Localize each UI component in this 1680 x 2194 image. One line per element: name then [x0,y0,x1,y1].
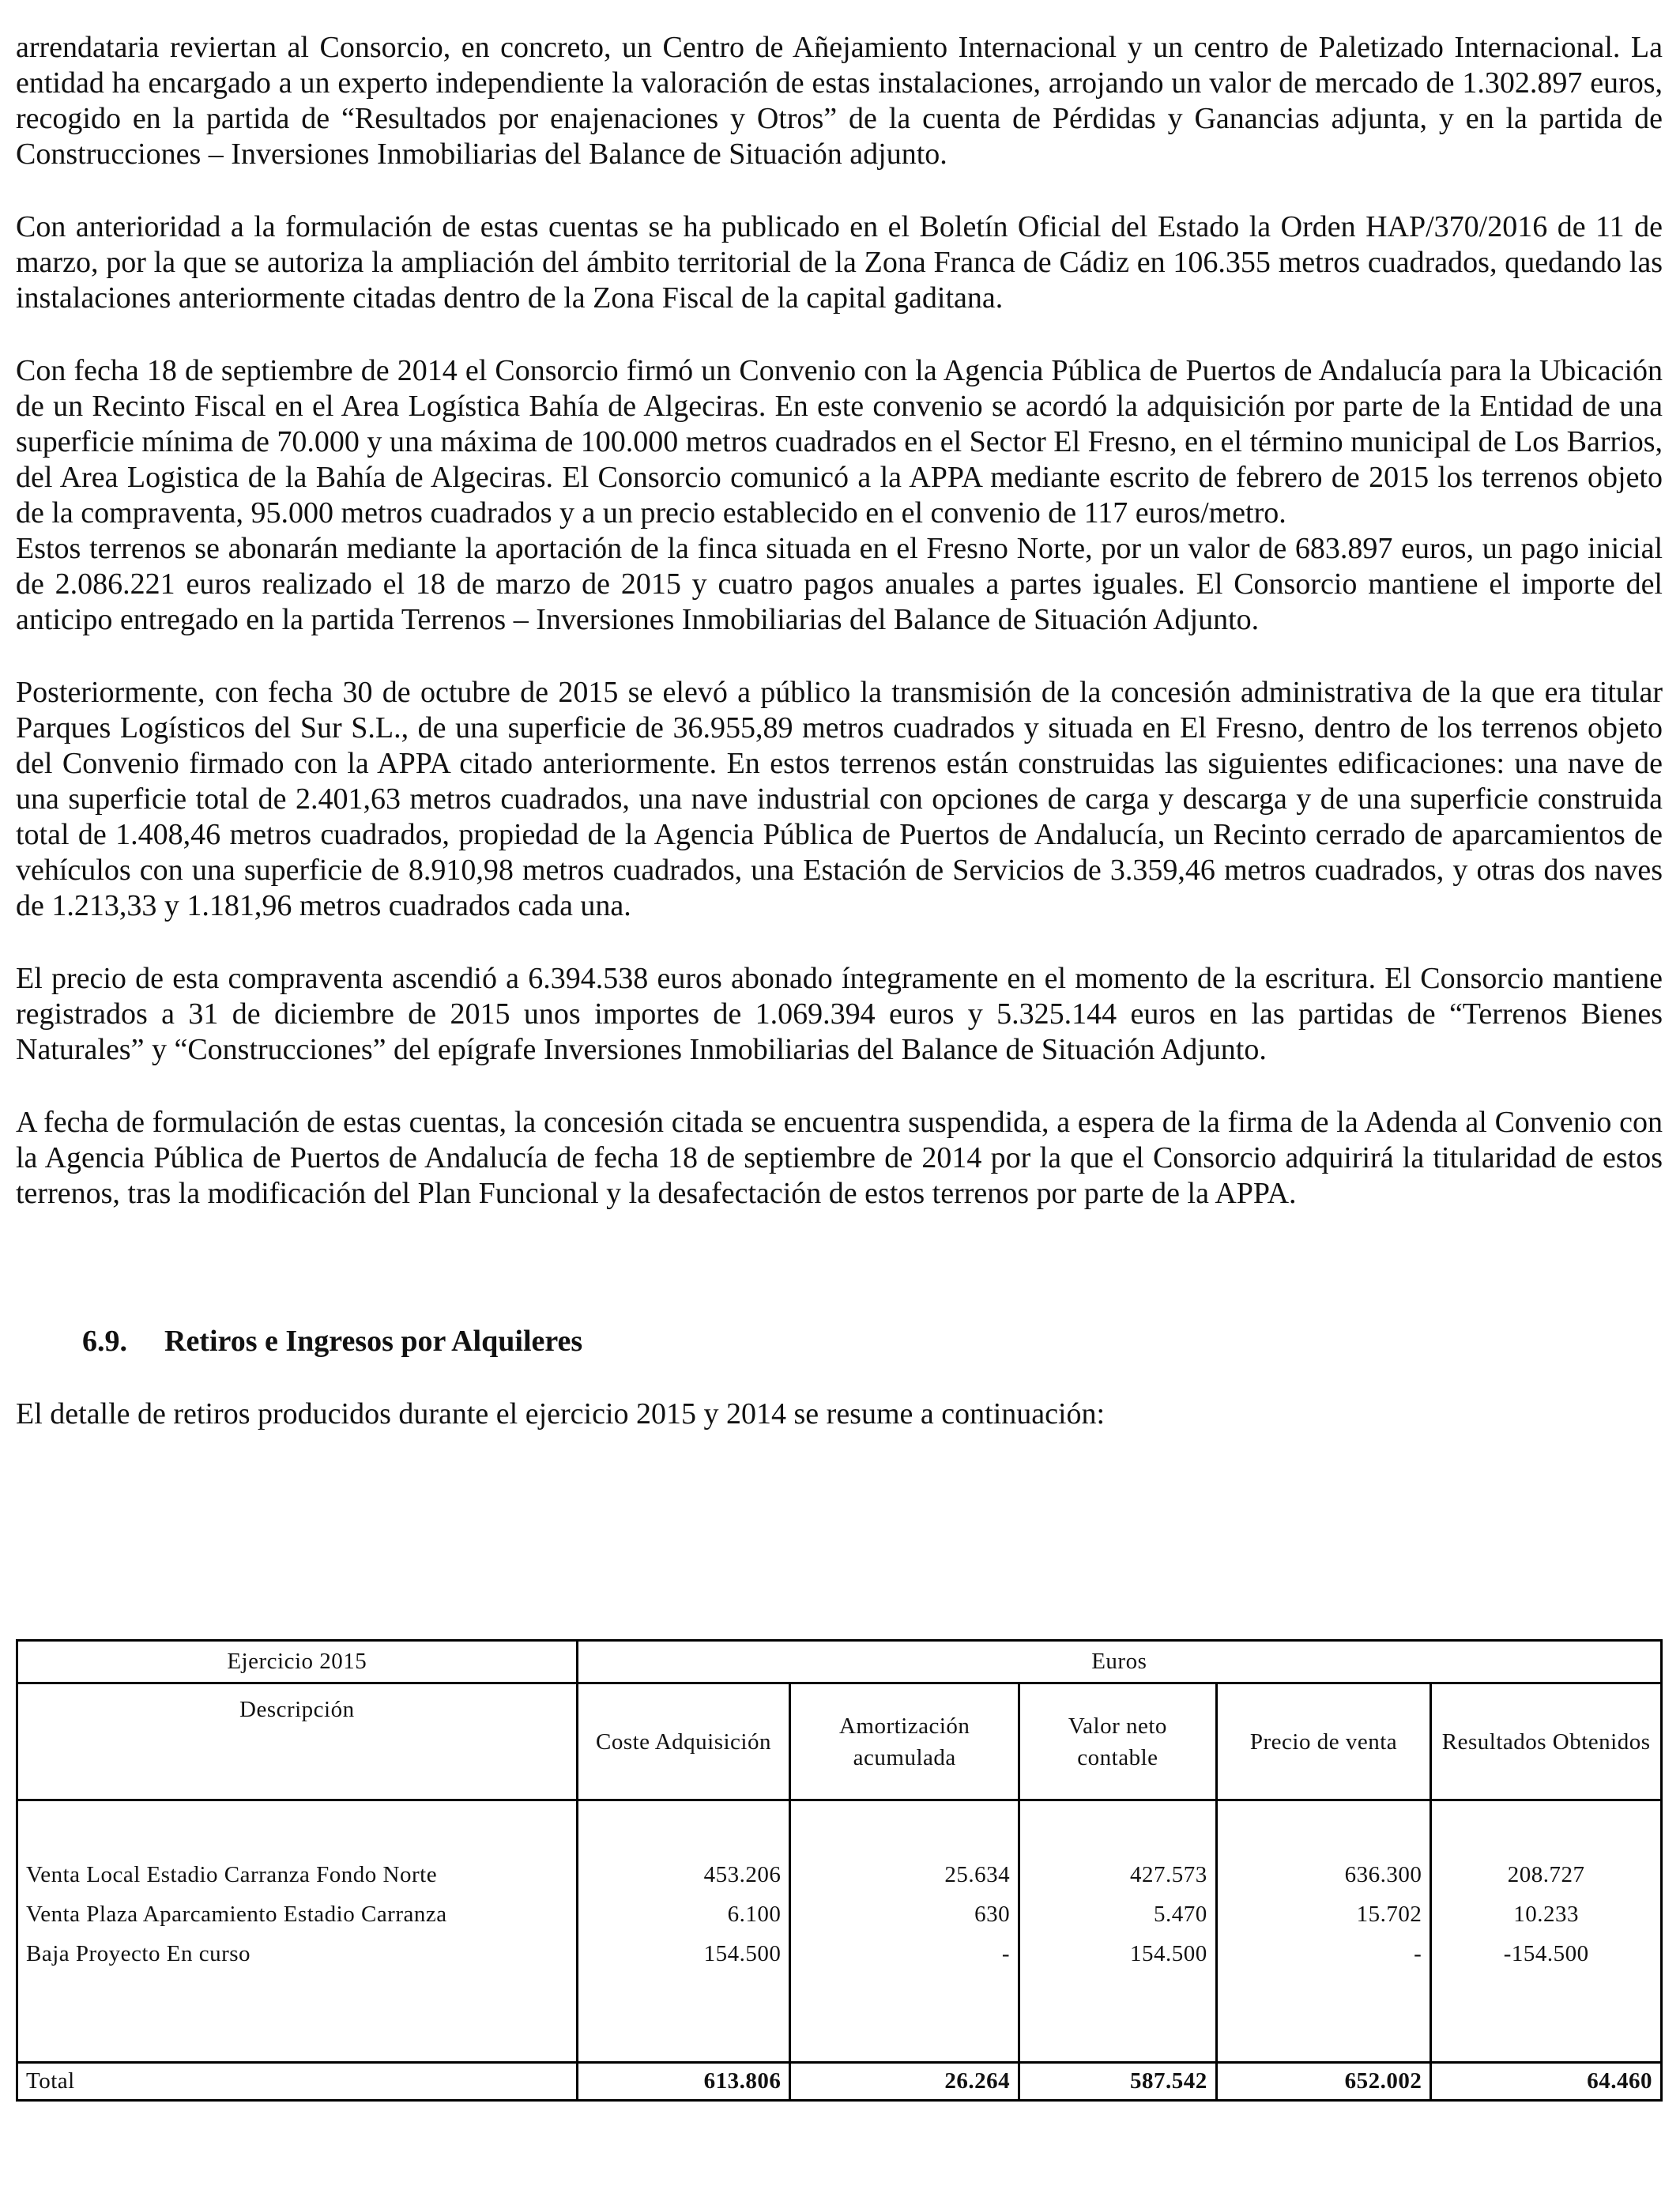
col-header: Resultados Obtenidos [1431,1683,1662,1800]
cell-coste: 154.500 [577,1935,790,1974]
section-heading [16,1324,1663,1359]
cell-amortizacion: - [790,1935,1019,1974]
total-row [17,2063,1662,2101]
period-label: Ejercicio 2015 [17,1641,578,1683]
cell-resultados: -154.500 [1431,1935,1662,1974]
total-coste: 613.806 [577,2063,790,2101]
paragraph: A fecha de formulación de estas cuentas, la concesión citada se encuentra suspendida, a espera de la firma de la Adenda al Convenio con la Agencia Pública de Puertos de Andalucía de fecha 18 de septiembre de 2014 por la que el Consorcio adquirirá la titularidad de estos terrenos, tras la modificación del Plan Funcional y la desafectación de estos terrenos por parte de la APPA. [16,1106,1663,1210]
cell-amortizacion: 25.634 [790,1856,1019,1895]
paragraph: El precio de esta compraventa ascendió a 6.394.538 euros abonado íntegramente en el momento de la escritura. El Consorcio mantiene registrados a 31 de diciembre de 2015 unos importes de 1.069.394 euros y 5.325.144 euros en las partidas de “Terrenos Bienes Naturales” y “Construcciones” del epígrafe Inversiones Inmobiliarias del Balance de Situación Adjunto. [16,962,1663,1066]
cell-resultados: 10.233 [1431,1895,1662,1935]
cell-precio-venta: 636.300 [1216,1856,1431,1895]
cell-valor-neto: 427.573 [1019,1856,1217,1895]
col-header: Precio de venta [1216,1683,1431,1800]
col-header: Coste Adquisición [577,1683,790,1800]
section-number: 6.9. [82,1325,127,1358]
paragraph: Estos terrenos se abonarán mediante la aportación de la finca situada en el Fresno Norte, por un valor de 683.897 euros, un pago inicial de 2.086.221 euros realizado el 18 de marzo de 2015 y cuatro pagos anuales a partes iguales. El Consorcio mantiene el importe del anticipo entregado en la partida Terrenos – Inversiones Inmobiliarias del Balance de Situación Adjunto. [16,532,1663,636]
table-row [17,1935,1662,1974]
total-label: Total [17,2063,578,2101]
table-row [17,1895,1662,1935]
paragraph: arrendataria reviertan al Consorcio, en concreto, un Centro de Añejamiento Internacional y un centro de Paletizado Internacional. La entidad ha encargado a un experto independiente la valoración de estas instalaciones, arrojando un valor de mercado de 1.302.897 euros, recogido en la partida de “Resultados por enajenaciones y Otros” de la cuenta de Pérdidas y Ganancias adjunta, y en la partida de Construcciones – Inversiones Inmobiliarias del Balance de Situación adjunto. [16,31,1663,171]
paragraph: Con fecha 18 de septiembre de 2014 el Consorcio firmó un Convenio con la Agencia Pública de Puertos de Andalucía para la Ubicación de un Recinto Fiscal en el Area Logística Bahía de Algeciras. En este convenio se acordó la adquisición por parte de la Entidad de una superficie mínima de 70.000 y una máxima de 100.000 metros cuadrados en el Sector El Fresno, en el término municipal de Los Barrios, del Area Logistica de la Bahía de Algeciras. El Consorcio comunicó a la APPA mediante escrito de febrero de 2015 los terrenos objeto de la compraventa, 95.000 metros cuadrados y a un precio establecido en el convenio de 117 euros/metro. [16,354,1663,530]
cell-coste: 453.206 [577,1856,790,1895]
total-precio-venta: 652.002 [1216,2063,1431,2101]
desc-header: Descripción [17,1683,578,1800]
total-resultados: 64.460 [1431,2063,1662,2101]
table-row [17,1856,1662,1895]
total-valor-neto: 587.542 [1019,2063,1217,2101]
cell-amortizacion: 630 [790,1895,1019,1935]
paragraph: Con anterioridad a la formulación de estas cuentas se ha publicado en el Boletín Oficial del Estado la Orden HAP/370/2016 de 11 de marzo, por la que se autoriza la ampliación del ámbito territorial de la Zona Franca de Cádiz en 106.355 metros cuadrados, quedando las instalaciones anteriormente citadas dentro de la Zona Fiscal de la capital gaditana. [16,210,1663,315]
cell-resultados: 208.727 [1431,1856,1662,1895]
row-description: Venta Plaza Aparcamiento Estadio Carranza [17,1895,578,1935]
cell-coste: 6.100 [577,1895,790,1935]
row-description: Baja Proyecto En curso [17,1935,578,1974]
table-intro: El detalle de retiros producidos durante el ejercicio 2015 y 2014 se resume a continuación: [16,1397,1106,1431]
col-header: Amortización acumulada [790,1683,1019,1800]
total-amortizacion: 26.264 [790,2063,1019,2101]
section-title: Retiros e Ingresos por Alquileres [164,1325,583,1358]
currency-label: Euros [577,1641,1661,1683]
cell-precio-venta: - [1216,1935,1431,1974]
cell-precio-venta: 15.702 [1216,1895,1431,1935]
document-body [16,30,1663,1432]
col-header: Valor neto contable [1019,1683,1217,1800]
cell-valor-neto: 154.500 [1019,1935,1217,1974]
row-description: Venta Local Estadio Carranza Fondo Norte [17,1856,578,1895]
cell-valor-neto: 5.470 [1019,1895,1217,1935]
retiros-table [16,1639,1663,2102]
paragraph: Posteriormente, con fecha 30 de octubre de 2015 se elevó a público la transmisión de la concesión administrativa de la que era titular Parques Logísticos del Sur S.L., de una superficie de 36.955,89 metros cuadrados y situada en El Fresno, dentro de los terrenos objeto del Convenio firmado con la APPA citado anteriormente. En estos terrenos están construidas las siguientes edificaciones: una nave de una superficie total de 2.401,63 metros cuadrados, una nave industrial con opciones de carga y descarga y de una superficie construida total de 1.408,46 metros cuadrados, propiedad de la Agencia Pública de Puertos de Andalucía, un Recinto cerrado de aparcamientos de vehículos con una superficie de 8.910,98 metros cuadrados, una Estación de Servicios de 3.359,46 metros cuadrados, y otras dos naves de 1.213,33 y 1.181,96 metros cuadrados cada una. [16,676,1663,922]
